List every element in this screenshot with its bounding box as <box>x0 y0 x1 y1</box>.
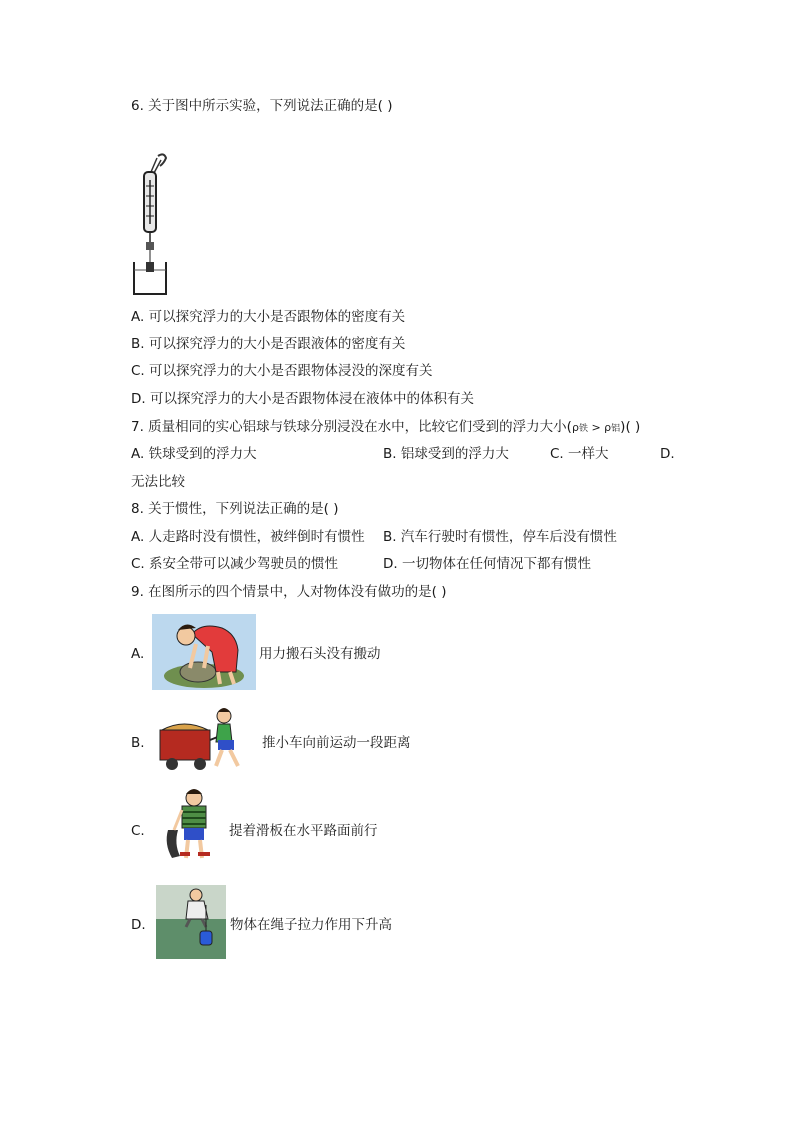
q7-stem <box>131 418 640 438</box>
q7-option-d[interactable]: D. <box>660 446 675 462</box>
q9-option-b-caption: 推小车向前运动一段距离 <box>262 735 411 751</box>
person-carrying-skateboard-icon <box>160 788 224 864</box>
q9-option-c-caption: 提着滑板在水平路面前行 <box>229 823 378 839</box>
spring-scale <box>144 154 166 242</box>
q7-stem-prefix: 7. 质量相同的实心铝球与铁球分别浸没在水中，比较它们受到的浮力大小( <box>131 419 572 435</box>
q8-option-a[interactable]: A. 人走路时没有惯性，被绊倒时有惯性 <box>131 529 365 545</box>
q6-option-a[interactable]: A. 可以探究浮力的大小是否跟物体的密度有关 <box>131 309 406 325</box>
q7-stem-suffix: )( ) <box>620 419 641 435</box>
q9-stem: 9. 在图所示的四个情景中，人对物体没有做功的是( ) <box>131 584 447 600</box>
block <box>146 242 154 262</box>
q9-option-d-letter[interactable]: D. <box>131 917 146 933</box>
q8-stem: 8. 关于惯性，下列说法正确的是( ) <box>131 501 339 517</box>
q9-option-a-letter[interactable]: A. <box>131 646 145 662</box>
q9-option-b-letter[interactable]: B. <box>131 735 145 751</box>
q6-option-c[interactable]: C. 可以探究浮力的大小是否跟物体浸没的深度有关 <box>131 363 433 379</box>
q9-option-c-letter[interactable]: C. <box>131 823 145 839</box>
q6-option-b[interactable]: B. 可以探究浮力的大小是否跟液体的密度有关 <box>131 336 406 352</box>
q9-option-a-caption: 用力搬石头没有搬动 <box>259 646 381 662</box>
q8-option-b[interactable]: B. 汽车行驶时有惯性，停车后没有惯性 <box>383 529 617 545</box>
rho-iron: ρ铁 > ρ铝 <box>571 421 621 434</box>
person-pushing-cart-icon <box>156 706 260 772</box>
q7-option-c[interactable]: C. 一样大 <box>550 446 609 462</box>
q7-option-b[interactable]: B. 铝球受到的浮力大 <box>383 446 509 462</box>
q7-option-d-continued: 无法比较 <box>131 474 185 490</box>
q9-option-d-caption: 物体在绳子拉力作用下升高 <box>230 917 392 933</box>
q7-option-a[interactable]: A. 铁球受到的浮力大 <box>131 446 257 462</box>
q8-option-c[interactable]: C. 系安全带可以减少驾驶员的惯性 <box>131 556 339 572</box>
person-lifting-stone-icon <box>152 614 256 690</box>
person-pulling-rope-icon <box>156 885 226 959</box>
q6-stem: 6. 关于图中所示实验，下列说法正确的是( ) <box>131 98 393 114</box>
q6-option-d[interactable]: D. 可以探究浮力的大小是否跟物体浸在液体中的体积有关 <box>131 391 474 407</box>
spring-scale-beaker-figure <box>128 150 178 300</box>
beaker-icon <box>134 262 166 294</box>
q8-option-d[interactable]: D. 一切物体在任何情况下都有惯性 <box>383 556 591 572</box>
